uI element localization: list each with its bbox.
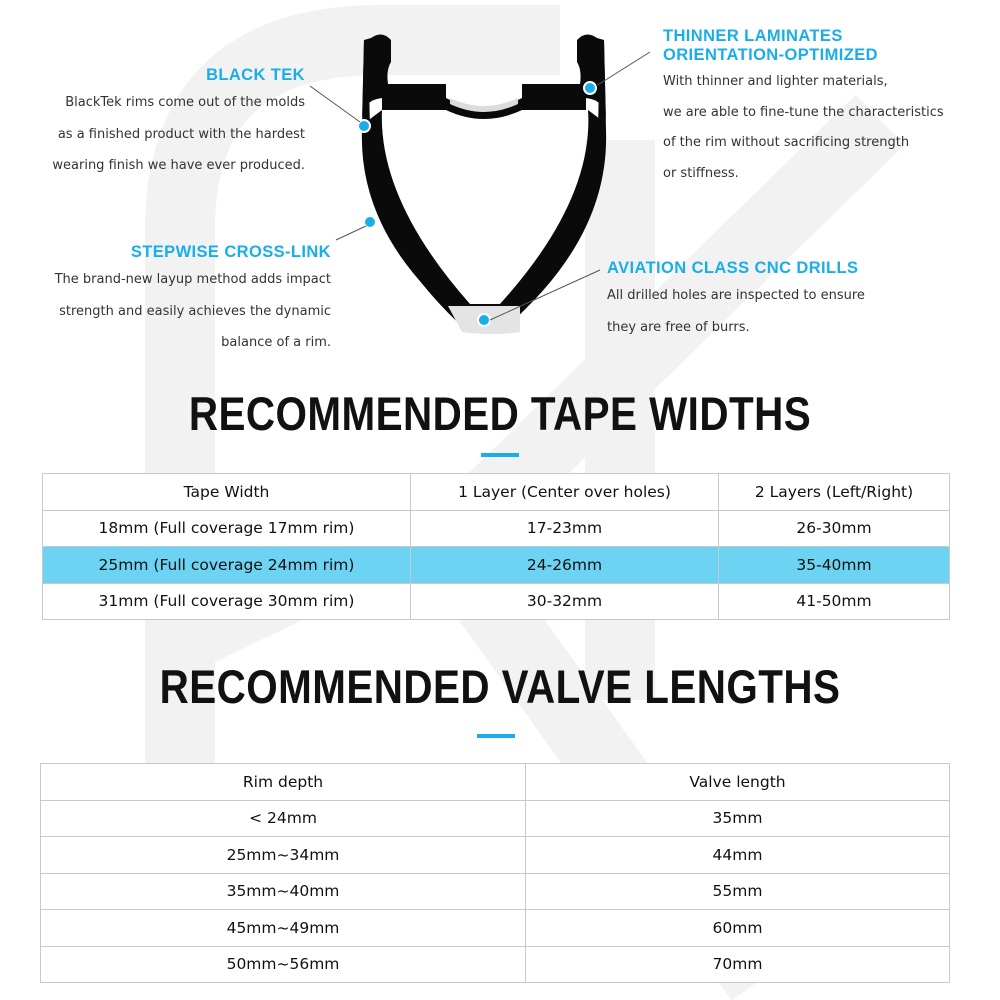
table-row-highlighted bbox=[43, 547, 950, 584]
table-row bbox=[43, 510, 950, 547]
table-cell: 31mm (Full coverage 30mm rim) bbox=[43, 583, 411, 620]
table-row bbox=[41, 910, 950, 947]
table-cell: 55mm bbox=[526, 873, 950, 910]
header-two-layers: 2 Layers (Left/Right) bbox=[719, 474, 950, 511]
tape-widths-title: RECOMMENDED TAPE WIDTHS bbox=[188, 387, 812, 440]
valve-lengths-title: RECOMMENDED VALVE LENGTHS bbox=[159, 660, 841, 713]
table-cell: 35-40mm bbox=[719, 547, 950, 584]
table-cell: 70mm bbox=[526, 946, 950, 983]
table-cell: 30-32mm bbox=[411, 583, 719, 620]
table-cell: 41-50mm bbox=[719, 583, 950, 620]
feature-text-line: With thinner and lighter materials, bbox=[663, 74, 888, 89]
table-cell: 26-30mm bbox=[719, 510, 950, 547]
feature-title: ORIENTATION-OPTIMIZED bbox=[663, 46, 878, 64]
feature-text-line: balance of a rim. bbox=[221, 335, 331, 350]
table-cell: 45mm~49mm bbox=[41, 910, 526, 947]
table-header-row bbox=[41, 764, 950, 801]
table-cell: 25mm~34mm bbox=[41, 837, 526, 874]
tape-title-accent-bar bbox=[481, 453, 519, 457]
feature-text-line: or stiffness. bbox=[663, 165, 739, 181]
feature-text-line: we are able to fine-tune the characteristics bbox=[663, 104, 944, 120]
table-cell: 35mm bbox=[526, 800, 950, 837]
tape-widths-table bbox=[42, 473, 950, 620]
rim-profile bbox=[362, 34, 606, 334]
header-valve-length: Valve length bbox=[526, 764, 950, 801]
feature-thinner-laminates bbox=[663, 27, 973, 187]
callout-dot-thinner bbox=[584, 82, 596, 94]
header-rim-depth: Rim depth bbox=[41, 764, 526, 801]
feature-text-line: strength and easily achieves the dynamic bbox=[59, 303, 331, 319]
feature-text-line: BlackTek rims come out of the molds bbox=[65, 95, 305, 110]
table-cell: 50mm~56mm bbox=[41, 946, 526, 983]
feature-black-tek bbox=[30, 66, 305, 180]
table-row bbox=[43, 583, 950, 620]
leader-line-blacktek bbox=[310, 86, 360, 122]
table-row bbox=[41, 946, 950, 983]
feature-title: STEPWISE CROSS-LINK bbox=[130, 243, 331, 261]
table-cell: 24-26mm bbox=[411, 547, 719, 584]
feature-aviation-cnc-drills bbox=[607, 259, 927, 341]
feature-text-line: The brand-new layup method adds impact bbox=[54, 272, 331, 287]
table-row bbox=[41, 873, 950, 910]
table-row bbox=[41, 800, 950, 837]
table-cell: 44mm bbox=[526, 837, 950, 874]
feature-text-line: they are free of burrs. bbox=[607, 319, 750, 335]
table-cell: 60mm bbox=[526, 910, 950, 947]
feature-text-line: All drilled holes are inspected to ensure bbox=[607, 288, 865, 303]
leader-line-stepwise bbox=[336, 226, 366, 240]
table-row bbox=[41, 837, 950, 874]
table-cell: 18mm (Full coverage 17mm rim) bbox=[43, 510, 411, 547]
header-tape-width: Tape Width bbox=[43, 474, 411, 511]
feature-stepwise-cross-link bbox=[40, 243, 331, 357]
feature-title: THINNER LAMINATES bbox=[663, 27, 843, 45]
table-cell: 17-23mm bbox=[411, 510, 719, 547]
valve-title-accent-bar bbox=[477, 734, 515, 738]
feature-text-line: of the rim without sacrificing strength bbox=[663, 135, 910, 150]
table-cell: 35mm~40mm bbox=[41, 873, 526, 910]
feature-text-line: as a finished product with the hardest bbox=[57, 126, 305, 142]
callout-dot-aviation bbox=[478, 314, 490, 326]
valve-lengths-table bbox=[40, 763, 950, 983]
table-cell: 25mm (Full coverage 24mm rim) bbox=[43, 547, 411, 584]
feature-title: BLACK TEK bbox=[206, 66, 305, 84]
feature-title: AVIATION CLASS CNC DRILLS bbox=[607, 259, 859, 277]
table-cell: < 24mm bbox=[41, 800, 526, 837]
header-one-layer: 1 Layer (Center over holes) bbox=[411, 474, 719, 511]
table-header-row bbox=[43, 474, 950, 511]
feature-text-line: wearing finish we have ever produced. bbox=[52, 158, 305, 173]
